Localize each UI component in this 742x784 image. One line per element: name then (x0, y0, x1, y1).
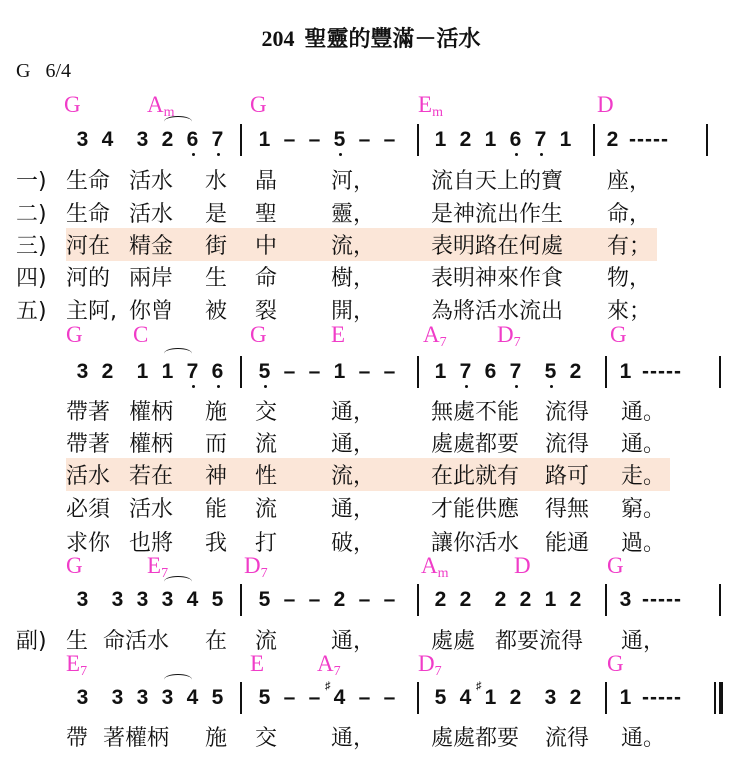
lyric-segment: 處處都要 (431, 726, 520, 751)
note: 6 (180, 128, 205, 152)
lyric-segment: 通， (621, 629, 666, 654)
lyric-segment: 過。 (621, 531, 666, 556)
note: 2 (494, 588, 507, 611)
note: 3 (111, 588, 124, 611)
lyric-segment: 活水 (129, 169, 174, 194)
lyric-segment: 帶 (66, 726, 89, 751)
lyric-segment: 表明路在何處 (431, 234, 564, 259)
lyric-segment: 施 (205, 726, 228, 751)
note: 1 (333, 360, 346, 383)
measure (70, 360, 230, 384)
hymn-title-text: 聖靈的豐滿－活水 (304, 26, 481, 52)
note: ♯ 4 (325, 680, 346, 709)
note: 4 (186, 686, 199, 709)
dash-hold: – (308, 588, 321, 611)
dash-hold: – (383, 360, 396, 383)
measure (70, 686, 230, 710)
lyric-segment: 施 (205, 400, 228, 425)
lyric-segment: 能 (205, 497, 228, 522)
slur (164, 116, 192, 127)
sharp-sign: ♯ (325, 680, 331, 692)
slur (164, 348, 192, 359)
lyric-segment: 河的 (66, 266, 111, 291)
lyric-segment: 窮。 (621, 497, 666, 522)
note: 1 (434, 128, 447, 151)
chord-symbol (66, 553, 83, 579)
final-bar-thick (719, 682, 723, 714)
chord-symbol (607, 553, 624, 579)
lyric-segment: 命， (607, 202, 652, 227)
note: 5 (258, 686, 271, 709)
lyric-segment: 生命 (66, 202, 111, 227)
note: 2 (459, 588, 472, 611)
bar-line (240, 356, 242, 388)
lyric-segment: 生命 (66, 169, 111, 194)
lyric-segment: 處處都要 (431, 432, 520, 457)
lyric-segment: 通。 (621, 726, 666, 751)
chord-quality: m (437, 566, 449, 581)
lyric-segment: 交 (255, 400, 278, 425)
chord-root: E (250, 651, 265, 676)
note: 2 (519, 588, 532, 611)
lyric-segment: 流 (255, 629, 278, 654)
lyric-segment: 流， (331, 234, 376, 259)
lyric-segment: 是 (205, 202, 228, 227)
lyric-segment: 在此就有 (431, 464, 520, 489)
note: 2 (606, 128, 619, 151)
note: 1 (559, 128, 572, 151)
lyric-segment: 流自天上的寶 (431, 169, 564, 194)
note: 3 (544, 686, 557, 709)
dash-hold: – (308, 128, 321, 151)
chord-root: G (66, 553, 83, 578)
lyric-segment: 性 (255, 464, 278, 489)
note: 2 (569, 360, 582, 383)
chord-root: A (147, 92, 164, 117)
verse-label: 一) (16, 169, 47, 194)
bar-line (240, 682, 242, 714)
note: 7 (528, 128, 553, 152)
lyric-segment: 通， (331, 497, 376, 522)
note: 2 (569, 686, 582, 709)
lyric-segment: 而 (205, 432, 228, 457)
note: 1 (619, 360, 632, 383)
lyric-segment: 通， (331, 432, 376, 457)
dash-hold: – (283, 686, 296, 709)
chord-symbol (250, 92, 267, 118)
note: 5 (211, 588, 224, 611)
lyric-segment: 是神流出作生 (431, 202, 564, 227)
chord-quality: 7 (434, 664, 442, 679)
chord-symbol (250, 322, 267, 348)
chord-symbol (250, 651, 264, 677)
dash-hold: ----- (642, 686, 682, 709)
note: 6 (503, 128, 528, 152)
lyric-segment: 活水 (129, 497, 174, 522)
measure (428, 360, 588, 384)
chord-symbol (423, 322, 447, 351)
note: 2 (161, 128, 174, 151)
note: 3 (136, 686, 149, 709)
note: 3 (136, 128, 149, 151)
note: 3 (76, 360, 89, 383)
lyric-segment: 精金 (129, 234, 174, 259)
note: 3 (619, 588, 632, 611)
slur (164, 674, 192, 685)
chord-root: G (610, 322, 627, 347)
verse-label: 副) (16, 629, 47, 654)
lyric-segment: 通， (331, 400, 376, 425)
chord-symbol (421, 553, 449, 582)
measure (70, 128, 230, 152)
lyric-segment: 流得 (545, 432, 590, 457)
note: 7 (453, 360, 478, 384)
note: 7 (205, 128, 230, 152)
lyric-segment: 我 (205, 531, 228, 556)
chord-quality: 7 (260, 566, 268, 581)
chord-symbol (597, 92, 614, 118)
note: 3 (76, 686, 89, 709)
dash-hold: – (383, 686, 396, 709)
verse-label: 三) (16, 234, 47, 259)
final-bar-thin (714, 682, 716, 714)
lyric-segment: 活水 (129, 202, 174, 227)
chord-symbol (147, 553, 168, 582)
dash-hold: – (358, 128, 371, 151)
lyric-segment: 生 (205, 266, 228, 291)
note: 1 (619, 686, 632, 709)
note: 3 (76, 128, 89, 151)
lyric-segment: 兩岸 (129, 266, 174, 291)
lyric-segment: 表明神來作食 (431, 266, 564, 291)
chord-symbol (317, 651, 341, 680)
measure (613, 360, 682, 384)
note: 1 (484, 128, 497, 151)
note: 6 (205, 360, 230, 384)
chord-root: A (421, 553, 438, 578)
chord-symbol (418, 651, 442, 680)
lyric-segment: 能通 (545, 531, 590, 556)
dash-hold: – (383, 128, 396, 151)
note: 2 (434, 588, 447, 611)
chord-root: D (497, 322, 514, 347)
chord-root: D (418, 651, 435, 676)
note: 6 (484, 360, 497, 383)
bar-line (719, 584, 721, 616)
bar-line (240, 124, 242, 156)
lyric-segment: 帶著 (66, 400, 111, 425)
slur (164, 576, 192, 587)
note: 2 (509, 686, 522, 709)
note: 3 (161, 686, 174, 709)
lyric-segment: 有； (607, 234, 652, 259)
chord-quality: m (432, 105, 443, 120)
lyric-segment: 處處 (431, 629, 476, 654)
dash-hold: ----- (629, 128, 669, 151)
verse-label: 二) (16, 202, 47, 227)
verse-label: 五) (16, 299, 47, 324)
bar-line (706, 124, 708, 156)
measure (252, 588, 402, 612)
lyric-segment: 被 (205, 299, 228, 324)
bar-line (593, 124, 595, 156)
hymn-number: 204 (261, 26, 295, 51)
lyric-segment: 通， (331, 629, 376, 654)
dash-hold: – (358, 588, 371, 611)
dash-hold: – (308, 360, 321, 383)
chord-root: E (66, 651, 81, 676)
dash-hold: – (283, 128, 296, 151)
lyric-segment: 打 (255, 531, 278, 556)
dash-hold: – (358, 360, 371, 383)
lyric-segment: 權柄 (129, 432, 174, 457)
note: 3 (111, 686, 124, 709)
dash-hold: ----- (642, 360, 682, 383)
bar-line (417, 682, 419, 714)
chord-quality: 7 (513, 335, 521, 350)
lyric-segment: 中 (255, 234, 278, 259)
chord-root: G (250, 92, 267, 117)
chord-symbol (607, 651, 624, 677)
note: 2 (569, 588, 582, 611)
lyric-segment: 得無 (545, 497, 590, 522)
note: 1 (434, 360, 447, 383)
bar-line (605, 356, 607, 388)
chord-quality: 7 (80, 664, 88, 679)
bar-line (605, 584, 607, 616)
lyric-segment: 通。 (621, 400, 666, 425)
lyric-segment: 水 (205, 169, 228, 194)
chord-quality: 7 (161, 566, 169, 581)
measure (428, 588, 588, 612)
note: 5 (327, 128, 352, 152)
chord-quality: m (163, 105, 175, 120)
lyric-segment: 晶 (255, 169, 278, 194)
chord-symbol (133, 322, 148, 348)
note: 3 (136, 588, 149, 611)
lyric-segment: 破， (331, 531, 376, 556)
chord-symbol (331, 322, 345, 348)
chord-root: G (607, 651, 624, 676)
key-signature: G 6/4 (16, 60, 71, 82)
chord-symbol (610, 322, 627, 348)
lyric-segment: 樹， (331, 266, 376, 291)
measure (70, 588, 230, 612)
hymn-title (0, 22, 742, 53)
chord-root: E (331, 322, 346, 347)
verse-label: 四) (16, 266, 47, 291)
measure (613, 686, 682, 710)
lyric-segment: 走。 (621, 464, 666, 489)
measure (252, 360, 402, 384)
lyric-segment: 座， (607, 169, 652, 194)
measure (613, 588, 682, 612)
note: 5 (538, 360, 563, 384)
chord-quality: 7 (333, 664, 341, 679)
lyric-segment: 通。 (621, 432, 666, 457)
chord-root: C (133, 322, 149, 347)
chord-root: E (418, 92, 433, 117)
dash-hold: – (383, 588, 396, 611)
measure (600, 128, 669, 152)
bar-line (417, 584, 419, 616)
lyric-segment: 開， (331, 299, 376, 324)
note: 4 (186, 588, 199, 611)
lyric-segment: 命活水 (103, 629, 170, 654)
lyric-segment: 才能供應 (431, 497, 520, 522)
chord-symbol (244, 553, 268, 582)
sharp-sign: ♯ (476, 680, 482, 692)
chord-root: G (250, 322, 267, 347)
dash-hold: – (358, 686, 371, 709)
bar-line (605, 682, 607, 714)
lyric-segment: 聖 (255, 202, 278, 227)
lyric-segment: 河在 (66, 234, 111, 259)
lyric-segment: 在 (205, 629, 228, 654)
lyric-segment: 著權柄 (103, 726, 170, 751)
note: 5 (211, 686, 224, 709)
lyric-segment: 無處不能 (431, 400, 520, 425)
lyric-segment: 也將 (129, 531, 174, 556)
lyric-segment: 讓你活水 (431, 531, 520, 556)
bar-line (417, 124, 419, 156)
lyric-segment: 交 (255, 726, 278, 751)
note: 2 (333, 588, 346, 611)
lyric-segment: 你曾 (129, 299, 174, 324)
chord-root: E (147, 553, 162, 578)
lyric-segment: 來； (607, 299, 652, 324)
lyric-segment: 帶著 (66, 432, 111, 457)
chord-root: G (64, 92, 81, 117)
lyric-segment: 物， (607, 266, 652, 291)
lyric-segment: 流得 (545, 726, 590, 751)
lyric-segment: 生 (66, 629, 89, 654)
measure (428, 128, 578, 152)
lyric-segment: 若在 (129, 464, 174, 489)
chord-symbol (514, 553, 531, 579)
lyric-segment: 為將活水流出 (431, 299, 564, 324)
note: 3 (76, 588, 89, 611)
bar-line (719, 356, 721, 388)
note: 3 (161, 588, 174, 611)
lyric-segment: 通， (331, 726, 376, 751)
chord-root: A (423, 322, 440, 347)
bar-line (417, 356, 419, 388)
chord-root: G (66, 322, 83, 347)
dash-hold: ----- (642, 588, 682, 611)
lyric-segment: 求你 (66, 531, 111, 556)
lyric-segment: 神 (205, 464, 228, 489)
note: 5 (252, 360, 277, 384)
chord-root: D (244, 553, 261, 578)
lyric-segment: 流 (255, 497, 278, 522)
chord-quality: 7 (439, 335, 447, 350)
chord-root: D (597, 92, 614, 117)
note: 7 (503, 360, 528, 384)
lyric-segment: 主阿, (66, 299, 117, 324)
lyric-segment: 裂 (255, 299, 278, 324)
lyric-segment: 流， (331, 464, 376, 489)
lyric-segment: 街 (205, 234, 228, 259)
measure (252, 128, 402, 152)
chord-symbol (64, 92, 81, 118)
bar-line (240, 584, 242, 616)
chord-root: A (317, 651, 334, 676)
dash-hold: – (283, 588, 296, 611)
note: 2 (459, 128, 472, 151)
lyric-segment: 河， (331, 169, 376, 194)
lyric-segment: 流 (255, 432, 278, 457)
lyric-segment: 都要流得 (495, 629, 584, 654)
note: 4 (459, 686, 472, 709)
measure (428, 680, 588, 710)
lyric-segment: 活水 (66, 464, 111, 489)
chord-symbol (66, 322, 83, 348)
note: 1 (136, 360, 149, 383)
note: 7 (180, 360, 205, 384)
note: 1 (258, 128, 271, 151)
lyric-segment: 路可 (545, 464, 590, 489)
dash-hold: – (308, 686, 321, 709)
note: 5 (258, 588, 271, 611)
chord-root: D (514, 553, 531, 578)
note: 1 (544, 588, 557, 611)
lyric-segment: 權柄 (129, 400, 174, 425)
lyric-segment: 必須 (66, 497, 111, 522)
chord-symbol (66, 651, 87, 680)
note: ♯ 1 (476, 680, 497, 709)
chord-symbol (497, 322, 521, 351)
lyric-segment: 流得 (545, 400, 590, 425)
lyric-segment: 靈， (331, 202, 376, 227)
chord-symbol (418, 92, 443, 121)
note: 2 (101, 360, 114, 383)
dash-hold: – (283, 360, 296, 383)
note: 4 (101, 128, 114, 151)
note: 1 (161, 360, 174, 383)
note: 5 (434, 686, 447, 709)
lyric-segment: 命 (255, 266, 278, 291)
measure (252, 680, 402, 710)
chord-root: G (607, 553, 624, 578)
